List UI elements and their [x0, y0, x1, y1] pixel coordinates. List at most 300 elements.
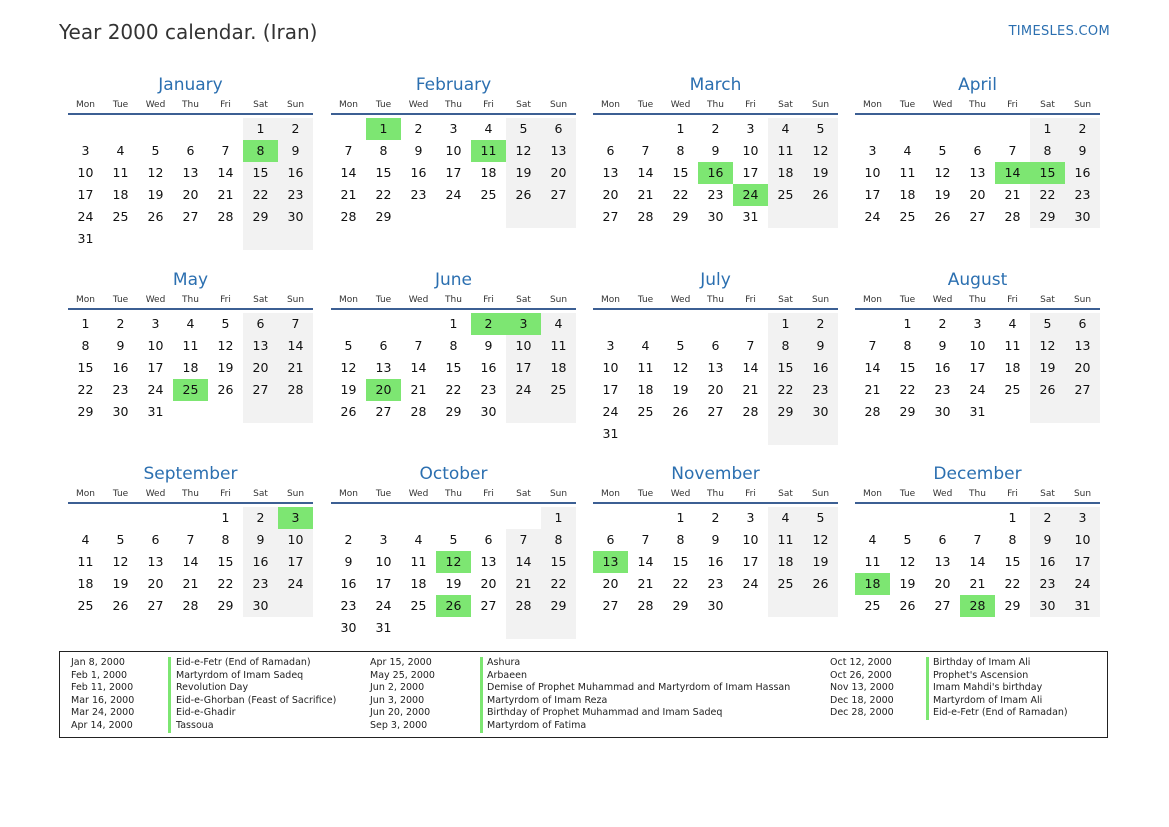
day-cell[interactable]: 3 — [746, 510, 755, 525]
day-cell[interactable]: 22 — [672, 187, 689, 202]
day-cell[interactable]: 24 — [506, 379, 541, 401]
holiday-day-cell[interactable]: 3 — [506, 313, 541, 335]
day-cell[interactable]: 15 — [217, 554, 234, 569]
day-cell[interactable]: 16 — [278, 162, 313, 184]
day-cell[interactable]: 29 — [243, 206, 278, 228]
day-cell[interactable]: 29 — [672, 209, 689, 224]
day-cell[interactable]: 14 — [506, 551, 541, 573]
day-cell[interactable]: 17 — [445, 165, 462, 180]
day-cell[interactable]: 27 — [375, 404, 392, 419]
day-cell[interactable]: 22 — [672, 576, 689, 591]
day-cell[interactable]: 12 — [147, 165, 164, 180]
day-cell[interactable]: 9 — [243, 529, 278, 551]
day-cell[interactable]: 4 — [641, 338, 650, 353]
day-cell[interactable]: 25 — [1004, 382, 1021, 397]
day-cell[interactable]: 15 — [445, 360, 462, 375]
day-cell[interactable]: 25 — [768, 184, 803, 206]
day-cell[interactable]: 1 — [1008, 510, 1017, 525]
day-cell[interactable]: 29 — [445, 404, 462, 419]
day-cell[interactable]: 30 — [112, 404, 129, 419]
day-cell[interactable]: 22 — [243, 184, 278, 206]
day-cell[interactable]: 9 — [116, 338, 125, 353]
day-cell[interactable]: 23 — [1030, 573, 1065, 595]
day-cell[interactable]: 19 — [899, 576, 916, 591]
day-cell[interactable]: 15 — [375, 165, 392, 180]
day-cell[interactable]: 2 — [803, 313, 838, 335]
day-cell[interactable]: 5 — [803, 118, 838, 140]
day-cell[interactable]: 9 — [1065, 140, 1100, 162]
day-cell[interactable]: 8 — [379, 143, 388, 158]
day-cell[interactable]: 11 — [182, 338, 199, 353]
day-cell[interactable]: 10 — [445, 143, 462, 158]
day-cell[interactable]: 17 — [602, 382, 619, 397]
day-cell[interactable]: 25 — [112, 209, 129, 224]
day-cell[interactable]: 5 — [221, 316, 230, 331]
day-cell[interactable]: 29 — [1030, 206, 1065, 228]
holiday-day-cell[interactable]: 3 — [278, 507, 313, 529]
day-cell[interactable]: 28 — [182, 598, 199, 613]
day-cell[interactable]: 28 — [1004, 209, 1021, 224]
day-cell[interactable]: 28 — [410, 404, 427, 419]
day-cell[interactable]: 25 — [541, 379, 576, 401]
day-cell[interactable]: 17 — [506, 357, 541, 379]
day-cell[interactable]: 19 — [445, 576, 462, 591]
day-cell[interactable]: 31 — [375, 620, 392, 635]
day-cell[interactable]: 12 — [340, 360, 357, 375]
day-cell[interactable]: 9 — [484, 338, 493, 353]
day-cell[interactable]: 8 — [1030, 140, 1065, 162]
day-cell[interactable]: 15 — [243, 162, 278, 184]
day-cell[interactable]: 7 — [641, 143, 650, 158]
day-cell[interactable]: 21 — [742, 382, 759, 397]
day-cell[interactable]: 16 — [803, 357, 838, 379]
day-cell[interactable]: 21 — [506, 573, 541, 595]
day-cell[interactable]: 23 — [410, 187, 427, 202]
day-cell[interactable]: 19 — [340, 382, 357, 397]
day-cell[interactable]: 10 — [1065, 529, 1100, 551]
holiday-day-cell[interactable]: 20 — [366, 379, 401, 401]
day-cell[interactable]: 26 — [506, 184, 541, 206]
holiday-day-cell[interactable]: 11 — [471, 140, 506, 162]
day-cell[interactable]: 16 — [480, 360, 497, 375]
day-cell[interactable]: 6 — [938, 532, 947, 547]
day-cell[interactable]: 5 — [903, 532, 912, 547]
day-cell[interactable]: 8 — [768, 335, 803, 357]
day-cell[interactable]: 6 — [1065, 313, 1100, 335]
day-cell[interactable]: 27 — [969, 209, 986, 224]
day-cell[interactable]: 20 — [243, 357, 278, 379]
day-cell[interactable]: 13 — [602, 165, 619, 180]
day-cell[interactable]: 13 — [243, 335, 278, 357]
day-cell[interactable]: 11 — [77, 554, 94, 569]
day-cell[interactable]: 15 — [899, 360, 916, 375]
day-cell[interactable]: 11 — [768, 140, 803, 162]
day-cell[interactable]: 26 — [1030, 379, 1065, 401]
day-cell[interactable]: 22 — [1030, 184, 1065, 206]
day-cell[interactable]: 10 — [278, 529, 313, 551]
day-cell[interactable]: 4 — [116, 143, 125, 158]
day-cell[interactable]: 20 — [707, 382, 724, 397]
day-cell[interactable]: 28 — [637, 598, 654, 613]
holiday-day-cell[interactable]: 12 — [436, 551, 471, 573]
day-cell[interactable]: 13 — [707, 360, 724, 375]
day-cell[interactable]: 31 — [77, 231, 94, 246]
day-cell[interactable]: 22 — [217, 576, 234, 591]
day-cell[interactable]: 28 — [340, 209, 357, 224]
day-cell[interactable]: 9 — [1030, 529, 1065, 551]
day-cell[interactable]: 7 — [1008, 143, 1017, 158]
day-cell[interactable]: 5 — [1030, 313, 1065, 335]
day-cell[interactable]: 12 — [803, 140, 838, 162]
day-cell[interactable]: 23 — [1065, 184, 1100, 206]
day-cell[interactable]: 11 — [899, 165, 916, 180]
day-cell[interactable]: 31 — [742, 209, 759, 224]
day-cell[interactable]: 26 — [147, 209, 164, 224]
day-cell[interactable]: 8 — [221, 532, 230, 547]
day-cell[interactable]: 23 — [480, 382, 497, 397]
day-cell[interactable]: 24 — [278, 573, 313, 595]
day-cell[interactable]: 5 — [151, 143, 160, 158]
day-cell[interactable]: 30 — [278, 206, 313, 228]
day-cell[interactable]: 16 — [1030, 551, 1065, 573]
day-cell[interactable]: 2 — [116, 316, 125, 331]
day-cell[interactable]: 7 — [414, 338, 423, 353]
day-cell[interactable]: 27 — [707, 404, 724, 419]
day-cell[interactable]: 6 — [541, 118, 576, 140]
day-cell[interactable]: 12 — [217, 338, 234, 353]
day-cell[interactable]: 30 — [480, 404, 497, 419]
day-cell[interactable]: 22 — [541, 573, 576, 595]
day-cell[interactable]: 21 — [637, 187, 654, 202]
day-cell[interactable]: 21 — [864, 382, 881, 397]
day-cell[interactable]: 2 — [243, 507, 278, 529]
day-cell[interactable]: 9 — [414, 143, 423, 158]
day-cell[interactable]: 3 — [379, 532, 388, 547]
day-cell[interactable]: 10 — [864, 165, 881, 180]
day-cell[interactable]: 10 — [77, 165, 94, 180]
day-cell[interactable]: 20 — [602, 187, 619, 202]
day-cell[interactable]: 4 — [903, 143, 912, 158]
holiday-day-cell[interactable]: 26 — [436, 595, 471, 617]
site-link[interactable]: TIMESLES.COM — [1008, 24, 1110, 39]
day-cell[interactable]: 28 — [217, 209, 234, 224]
day-cell[interactable]: 4 — [768, 118, 803, 140]
day-cell[interactable]: 13 — [147, 554, 164, 569]
day-cell[interactable]: 28 — [506, 595, 541, 617]
day-cell[interactable]: 7 — [278, 313, 313, 335]
day-cell[interactable]: 24 — [864, 209, 881, 224]
day-cell[interactable]: 18 — [541, 357, 576, 379]
day-cell[interactable]: 12 — [672, 360, 689, 375]
day-cell[interactable]: 23 — [803, 379, 838, 401]
day-cell[interactable]: 17 — [77, 187, 94, 202]
day-cell[interactable]: 21 — [217, 187, 234, 202]
day-cell[interactable]: 16 — [112, 360, 129, 375]
day-cell[interactable]: 7 — [973, 532, 982, 547]
day-cell[interactable]: 17 — [864, 187, 881, 202]
day-cell[interactable]: 29 — [217, 598, 234, 613]
day-cell[interactable]: 29 — [768, 401, 803, 423]
day-cell[interactable]: 19 — [934, 187, 951, 202]
day-cell[interactable]: 25 — [637, 404, 654, 419]
day-cell[interactable]: 23 — [340, 598, 357, 613]
day-cell[interactable]: 31 — [1065, 595, 1100, 617]
day-cell[interactable]: 14 — [969, 554, 986, 569]
day-cell[interactable]: 20 — [602, 576, 619, 591]
day-cell[interactable]: 13 — [182, 165, 199, 180]
day-cell[interactable]: 26 — [934, 209, 951, 224]
day-cell[interactable]: 24 — [602, 404, 619, 419]
day-cell[interactable]: 8 — [903, 338, 912, 353]
day-cell[interactable]: 16 — [410, 165, 427, 180]
day-cell[interactable]: 3 — [606, 338, 615, 353]
day-cell[interactable]: 22 — [445, 382, 462, 397]
day-cell[interactable]: 1 — [541, 507, 576, 529]
day-cell[interactable]: 18 — [410, 576, 427, 591]
day-cell[interactable]: 7 — [746, 338, 755, 353]
day-cell[interactable]: 8 — [1008, 532, 1017, 547]
day-cell[interactable]: 25 — [410, 598, 427, 613]
day-cell[interactable]: 19 — [803, 551, 838, 573]
day-cell[interactable]: 28 — [278, 379, 313, 401]
day-cell[interactable]: 2 — [711, 510, 720, 525]
day-cell[interactable]: 20 — [541, 162, 576, 184]
day-cell[interactable]: 21 — [1004, 187, 1021, 202]
day-cell[interactable]: 3 — [1065, 507, 1100, 529]
day-cell[interactable]: 14 — [340, 165, 357, 180]
day-cell[interactable]: 2 — [1030, 507, 1065, 529]
day-cell[interactable]: 10 — [506, 335, 541, 357]
day-cell[interactable]: 9 — [938, 338, 947, 353]
day-cell[interactable]: 15 — [1004, 554, 1021, 569]
day-cell[interactable]: 3 — [449, 121, 458, 136]
day-cell[interactable]: 26 — [217, 382, 234, 397]
day-cell[interactable]: 19 — [506, 162, 541, 184]
day-cell[interactable]: 14 — [182, 554, 199, 569]
day-cell[interactable]: 11 — [1004, 338, 1021, 353]
day-cell[interactable]: 4 — [868, 532, 877, 547]
day-cell[interactable]: 25 — [899, 209, 916, 224]
day-cell[interactable]: 23 — [707, 187, 724, 202]
holiday-day-cell[interactable]: 8 — [243, 140, 278, 162]
day-cell[interactable]: 7 — [186, 532, 195, 547]
day-cell[interactable]: 14 — [410, 360, 427, 375]
day-cell[interactable]: 31 — [969, 404, 986, 419]
day-cell[interactable]: 2 — [938, 316, 947, 331]
day-cell[interactable]: 23 — [243, 573, 278, 595]
day-cell[interactable]: 17 — [969, 360, 986, 375]
day-cell[interactable]: 21 — [637, 576, 654, 591]
day-cell[interactable]: 8 — [676, 143, 685, 158]
day-cell[interactable]: 1 — [221, 510, 230, 525]
day-cell[interactable]: 19 — [112, 576, 129, 591]
day-cell[interactable]: 13 — [480, 554, 497, 569]
day-cell[interactable]: 19 — [672, 382, 689, 397]
day-cell[interactable]: 13 — [1065, 335, 1100, 357]
day-cell[interactable]: 3 — [868, 143, 877, 158]
day-cell[interactable]: 25 — [768, 573, 803, 595]
holiday-day-cell[interactable]: 16 — [698, 162, 733, 184]
day-cell[interactable]: 27 — [182, 209, 199, 224]
holiday-day-cell[interactable]: 2 — [471, 313, 506, 335]
day-cell[interactable]: 21 — [278, 357, 313, 379]
day-cell[interactable]: 16 — [1065, 162, 1100, 184]
day-cell[interactable]: 23 — [278, 184, 313, 206]
day-cell[interactable]: 5 — [506, 118, 541, 140]
day-cell[interactable]: 23 — [707, 576, 724, 591]
day-cell[interactable]: 14 — [278, 335, 313, 357]
day-cell[interactable]: 11 — [637, 360, 654, 375]
day-cell[interactable]: 10 — [147, 338, 164, 353]
day-cell[interactable]: 12 — [506, 140, 541, 162]
day-cell[interactable]: 18 — [1004, 360, 1021, 375]
day-cell[interactable]: 13 — [934, 554, 951, 569]
day-cell[interactable]: 19 — [217, 360, 234, 375]
day-cell[interactable]: 19 — [147, 187, 164, 202]
day-cell[interactable]: 11 — [541, 335, 576, 357]
day-cell[interactable]: 27 — [147, 598, 164, 613]
day-cell[interactable]: 15 — [672, 554, 689, 569]
day-cell[interactable]: 6 — [484, 532, 493, 547]
day-cell[interactable]: 26 — [112, 598, 129, 613]
day-cell[interactable]: 4 — [484, 121, 493, 136]
day-cell[interactable]: 4 — [768, 507, 803, 529]
day-cell[interactable]: 4 — [414, 532, 423, 547]
day-cell[interactable]: 15 — [541, 551, 576, 573]
day-cell[interactable]: 20 — [1065, 357, 1100, 379]
holiday-day-cell[interactable]: 18 — [855, 573, 890, 595]
day-cell[interactable]: 17 — [1065, 551, 1100, 573]
day-cell[interactable]: 13 — [375, 360, 392, 375]
day-cell[interactable]: 26 — [672, 404, 689, 419]
day-cell[interactable]: 10 — [742, 143, 759, 158]
day-cell[interactable]: 12 — [1030, 335, 1065, 357]
day-cell[interactable]: 16 — [340, 576, 357, 591]
day-cell[interactable]: 29 — [899, 404, 916, 419]
holiday-day-cell[interactable]: 15 — [1030, 162, 1065, 184]
day-cell[interactable]: 24 — [375, 598, 392, 613]
day-cell[interactable]: 5 — [676, 338, 685, 353]
day-cell[interactable]: 17 — [147, 360, 164, 375]
day-cell[interactable]: 14 — [217, 165, 234, 180]
day-cell[interactable]: 27 — [1065, 379, 1100, 401]
day-cell[interactable]: 27 — [480, 598, 497, 613]
day-cell[interactable]: 4 — [81, 532, 90, 547]
day-cell[interactable]: 19 — [1030, 357, 1065, 379]
day-cell[interactable]: 28 — [864, 404, 881, 419]
day-cell[interactable]: 6 — [243, 313, 278, 335]
day-cell[interactable]: 25 — [864, 598, 881, 613]
day-cell[interactable]: 6 — [606, 532, 615, 547]
day-cell[interactable]: 16 — [707, 554, 724, 569]
day-cell[interactable]: 17 — [742, 554, 759, 569]
day-cell[interactable]: 29 — [77, 404, 94, 419]
day-cell[interactable]: 22 — [899, 382, 916, 397]
day-cell[interactable]: 5 — [344, 338, 353, 353]
day-cell[interactable]: 24 — [969, 382, 986, 397]
day-cell[interactable]: 9 — [344, 554, 353, 569]
day-cell[interactable]: 1 — [676, 121, 685, 136]
day-cell[interactable]: 3 — [151, 316, 160, 331]
day-cell[interactable]: 1 — [81, 316, 90, 331]
day-cell[interactable]: 2 — [711, 121, 720, 136]
day-cell[interactable]: 3 — [746, 121, 755, 136]
day-cell[interactable]: 13 — [969, 165, 986, 180]
day-cell[interactable]: 30 — [934, 404, 951, 419]
day-cell[interactable]: 20 — [182, 187, 199, 202]
day-cell[interactable]: 18 — [637, 382, 654, 397]
day-cell[interactable]: 28 — [637, 209, 654, 224]
day-cell[interactable]: 6 — [973, 143, 982, 158]
day-cell[interactable]: 14 — [864, 360, 881, 375]
day-cell[interactable]: 11 — [768, 529, 803, 551]
day-cell[interactable]: 14 — [742, 360, 759, 375]
holiday-day-cell[interactable]: 28 — [960, 595, 995, 617]
day-cell[interactable]: 20 — [480, 576, 497, 591]
day-cell[interactable]: 17 — [278, 551, 313, 573]
day-cell[interactable]: 12 — [899, 554, 916, 569]
day-cell[interactable]: 18 — [899, 187, 916, 202]
day-cell[interactable]: 29 — [672, 598, 689, 613]
day-cell[interactable]: 27 — [602, 209, 619, 224]
day-cell[interactable]: 15 — [77, 360, 94, 375]
day-cell[interactable]: 29 — [1004, 598, 1021, 613]
day-cell[interactable]: 11 — [112, 165, 129, 180]
day-cell[interactable]: 7 — [221, 143, 230, 158]
day-cell[interactable]: 18 — [112, 187, 129, 202]
day-cell[interactable]: 14 — [637, 554, 654, 569]
day-cell[interactable]: 18 — [182, 360, 199, 375]
day-cell[interactable]: 9 — [711, 532, 720, 547]
day-cell[interactable]: 1 — [449, 316, 458, 331]
day-cell[interactable]: 4 — [186, 316, 195, 331]
day-cell[interactable]: 1 — [243, 118, 278, 140]
day-cell[interactable]: 27 — [541, 184, 576, 206]
day-cell[interactable]: 24 — [77, 209, 94, 224]
day-cell[interactable]: 14 — [637, 165, 654, 180]
day-cell[interactable]: 30 — [707, 209, 724, 224]
day-cell[interactable]: 27 — [934, 598, 951, 613]
day-cell[interactable]: 30 — [1030, 595, 1065, 617]
day-cell[interactable]: 6 — [379, 338, 388, 353]
day-cell[interactable]: 27 — [243, 379, 278, 401]
day-cell[interactable]: 3 — [973, 316, 982, 331]
day-cell[interactable]: 30 — [243, 595, 278, 617]
day-cell[interactable]: 2 — [1065, 118, 1100, 140]
day-cell[interactable]: 21 — [182, 576, 199, 591]
day-cell[interactable]: 10 — [602, 360, 619, 375]
day-cell[interactable]: 12 — [112, 554, 129, 569]
day-cell[interactable]: 25 — [480, 187, 497, 202]
day-cell[interactable]: 12 — [934, 165, 951, 180]
day-cell[interactable]: 22 — [375, 187, 392, 202]
day-cell[interactable]: 8 — [449, 338, 458, 353]
day-cell[interactable]: 2 — [344, 532, 353, 547]
day-cell[interactable]: 13 — [541, 140, 576, 162]
day-cell[interactable]: 16 — [243, 551, 278, 573]
day-cell[interactable]: 26 — [803, 573, 838, 595]
day-cell[interactable]: 19 — [803, 162, 838, 184]
day-cell[interactable]: 10 — [742, 532, 759, 547]
day-cell[interactable]: 7 — [344, 143, 353, 158]
day-cell[interactable]: 6 — [606, 143, 615, 158]
holiday-day-cell[interactable]: 14 — [995, 162, 1030, 184]
day-cell[interactable]: 4 — [1008, 316, 1017, 331]
day-cell[interactable]: 25 — [77, 598, 94, 613]
day-cell[interactable]: 15 — [672, 165, 689, 180]
day-cell[interactable]: 30 — [1065, 206, 1100, 228]
day-cell[interactable]: 23 — [112, 382, 129, 397]
